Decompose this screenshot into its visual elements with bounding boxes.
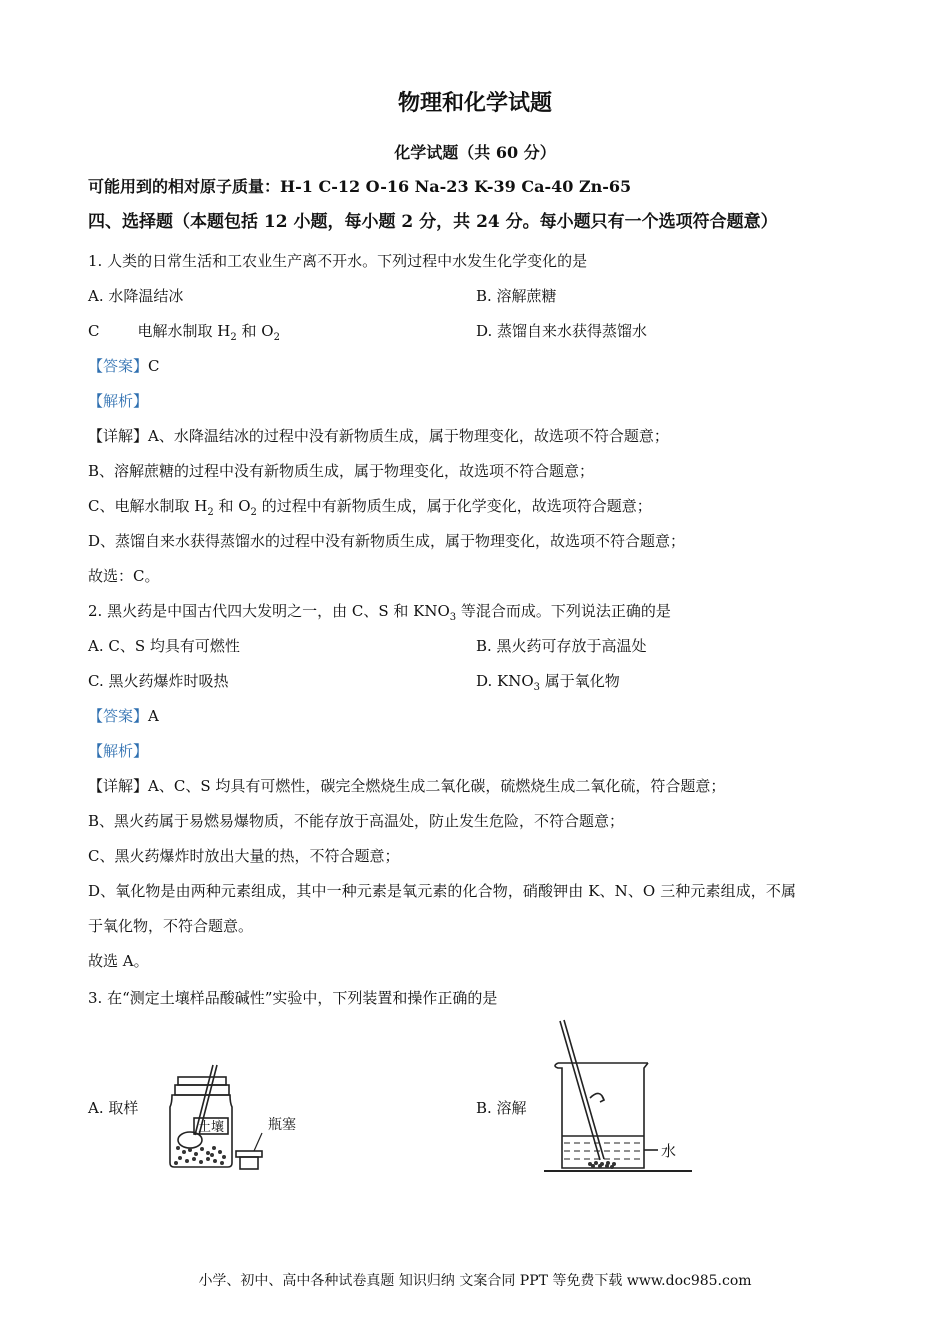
q2-detail-2: B、黑火药属于易燃易爆物质，不能存放于高温处，防止发生危险，不符合题意；: [88, 812, 625, 830]
q2-detail-4b: 于氧化物，不符合题意。: [88, 917, 254, 935]
detail-text-c: 的过程中有新物质生成，属于化学变化，故选项符合题意；: [256, 497, 652, 515]
section-subtitle: 化学试题（共 60 分）: [394, 143, 556, 162]
q2-detail-1: [88, 776, 725, 796]
sub-2: 2: [230, 332, 237, 343]
footer: 小学、初中、高中各种试卷真题 知识归纳 文案合同 PPT 等免费下载 www.doc985.com: [198, 1273, 752, 1289]
analysis-label: 【解析】: [88, 392, 149, 410]
sub-3: 3: [449, 612, 457, 623]
detail-text: A、水降温结冰的过程中没有新物质生成，属于物理变化，故选项不符合题意；: [148, 427, 669, 445]
q2-option-d-b: 属于氧化物: [540, 672, 620, 690]
q1-option-b: B. 溶解蔗糖: [476, 287, 557, 305]
answer-label: 【答案】: [88, 707, 149, 725]
detail-label: 【详解】: [88, 427, 149, 445]
analysis-label: 【解析】: [88, 742, 149, 760]
q1-option-a: A. 水降温结冰: [88, 287, 184, 305]
q1-detail-3: [88, 496, 652, 523]
soil-label: 土壤: [198, 1120, 225, 1135]
detail-text-b: 和 O: [213, 497, 251, 515]
page-title: 物理和化学试题: [397, 90, 552, 116]
sub-2: 2: [207, 507, 214, 518]
q1-option-c-text-a: 电解水制取 H: [137, 322, 231, 340]
q3-option-b: B. 溶解: [476, 1099, 527, 1117]
q1-detail-4: D、蒸馏自来水获得蒸馏水的过程中没有新物质生成，属于物理变化，故选项不符合题意；: [88, 532, 686, 550]
q3-stem: 3. 在“测定土壤样品酸碱性”实验中，下列装置和操作正确的是: [88, 989, 498, 1007]
water-label: 水: [661, 1142, 677, 1160]
q1-option-d: D. 蒸馏自来水获得蒸馏水: [476, 322, 648, 340]
figure-dissolving: [540, 1018, 700, 1183]
q1-conclusion: 故选：C。: [88, 567, 160, 585]
q1-option-c-text-b: 和 O: [236, 322, 274, 340]
section-heading: 四、选择题（本题包括 12 小题，每小题 2 分，共 24 分。每小题只有一个选项符合题意）: [88, 212, 778, 232]
sub-3: 3: [533, 682, 541, 693]
q2-stem-a: 2. 黑火药是中国古代四大发明之一，由 C、S 和 KNO: [88, 602, 450, 620]
q3-option-a: A. 取样: [88, 1099, 139, 1117]
q2-option-c: C. 黑火药爆炸时吸热: [88, 672, 229, 690]
q1-stem: 1. 人类的日常生活和工农业生产离不开水。下列过程中水发生化学变化的是: [88, 252, 588, 270]
q2-option-d: [476, 671, 620, 698]
q2-option-a: A. C、S 均具有可燃性: [88, 637, 240, 655]
sub-2: 2: [250, 507, 257, 518]
q1-option-c-letter: C: [88, 322, 100, 340]
q1-detail-1: [88, 426, 669, 446]
q2-stem-b: 等混合而成。下列说法正确的是: [456, 602, 671, 620]
detail-label: 【详解】: [88, 777, 149, 795]
answer-value: A: [148, 707, 159, 725]
detail-text-a: C、电解水制取 H: [88, 497, 208, 515]
q2-detail-3: C、黑火药爆炸时放出大量的热，不符合题意；: [88, 847, 400, 865]
q1-detail-2: B、溶解蔗糖的过程中没有新物质生成，属于物理变化，故选项不符合题意；: [88, 462, 595, 480]
sub-2: 2: [273, 332, 280, 343]
q1-answer: [88, 356, 160, 376]
q2-detail-4a: D、氧化物是由两种元素组成，其中一种元素是氧元素的化合物，硝酸钾由 K、N、O 三种元素组成，不属: [88, 882, 797, 900]
q2-option-b: B. 黑火药可存放于高温处: [476, 637, 647, 655]
answer-value: C: [148, 357, 160, 375]
q2-stem: [88, 601, 671, 628]
figure-sampling: [160, 1055, 310, 1175]
q1-option-c: [88, 321, 280, 348]
q2-answer: [88, 706, 159, 726]
detail-text: A、C、S 均具有可燃性，碳完全燃烧生成二氧化碳，硫燃烧生成二氧化硫，符合题意；: [148, 777, 726, 795]
stopper-label: 瓶塞: [268, 1117, 296, 1133]
q2-conclusion: 故选 A。: [88, 952, 149, 970]
answer-label: 【答案】: [88, 357, 149, 375]
atomic-masses: 可能用到的相对原子质量：H-1 C-12 O-16 Na-23 K-39 Ca-40 Zn-65: [88, 177, 632, 196]
q2-option-d-a: D. KNO: [476, 672, 534, 690]
